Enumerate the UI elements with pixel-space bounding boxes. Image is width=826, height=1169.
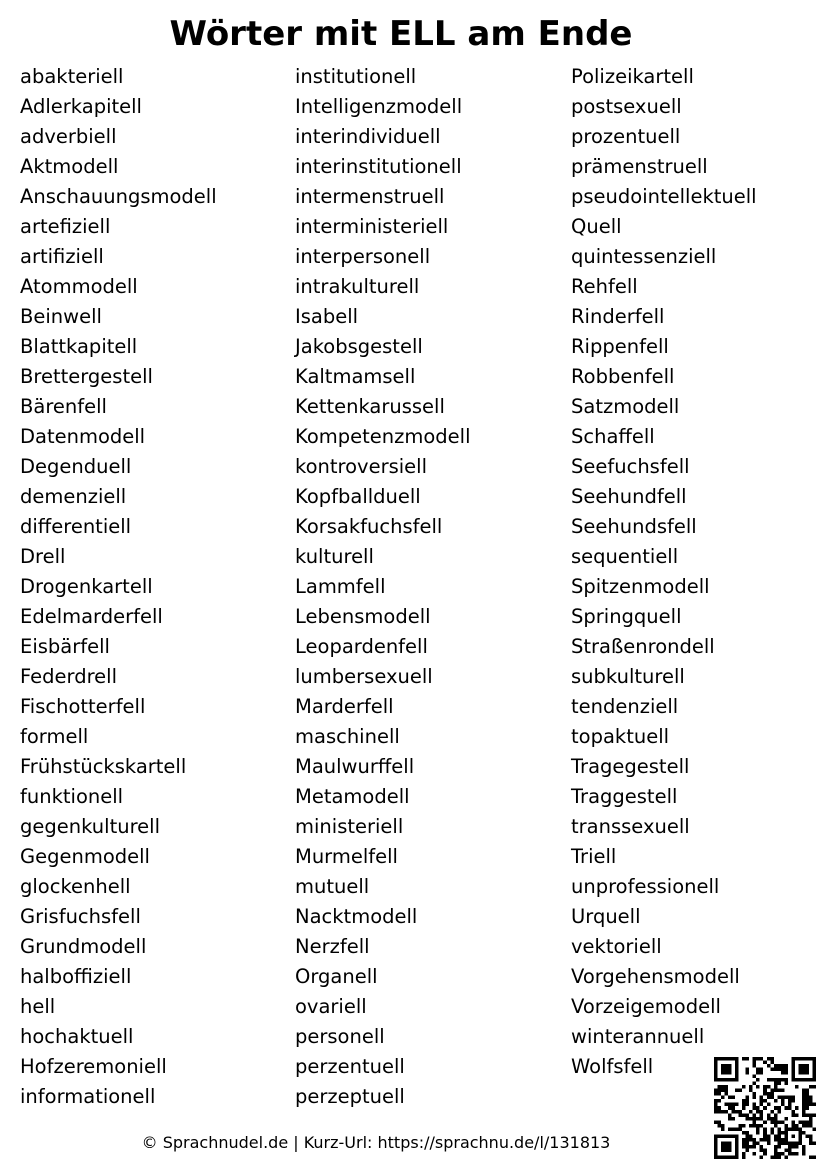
qr-code-icon xyxy=(714,1057,816,1159)
word-item: adverbiell xyxy=(20,125,117,148)
word-item: Bärenfell xyxy=(20,395,107,418)
word-item: mutuell xyxy=(295,875,370,898)
word-item: subkulturell xyxy=(571,665,685,688)
footer-credit: © Sprachnudel.de | Kurz-Url: https://sprachnu.de/l/131813 xyxy=(141,1133,611,1152)
word-item: Degenduell xyxy=(20,455,132,478)
word-item: institutionell xyxy=(295,65,417,88)
word-item: Anschauungsmodell xyxy=(20,185,217,208)
word-item: Vorzeigemodell xyxy=(571,995,721,1018)
word-item: Robbenfell xyxy=(571,365,675,388)
word-item: Rinderfell xyxy=(571,305,665,328)
word-item: Fischotterfell xyxy=(20,695,146,718)
word-item: intrakulturell xyxy=(295,275,420,298)
word-item: funktionell xyxy=(20,785,124,808)
word-item: Marderfell xyxy=(295,695,394,718)
word-item: Straßenrondell xyxy=(571,635,715,658)
word-item: gegenkulturell xyxy=(20,815,161,838)
word-item: Triell xyxy=(571,845,617,868)
word-item: pseudointellektuell xyxy=(571,185,757,208)
word-item: artefiziell xyxy=(20,215,111,238)
word-item: lumbersexuell xyxy=(295,665,433,688)
word-item: Drogenkartell xyxy=(20,575,153,598)
word-item: Metamodell xyxy=(295,785,410,808)
word-item: prämenstruell xyxy=(571,155,708,178)
word-item: postsexuell xyxy=(571,95,682,118)
word-item: intermenstruell xyxy=(295,185,445,208)
word-item: Grundmodell xyxy=(20,935,147,958)
word-item: Murmelfell xyxy=(295,845,398,868)
word-column-2 xyxy=(295,62,471,1112)
word-item: halboffiziell xyxy=(20,965,132,988)
word-item: Wolfsfell xyxy=(571,1055,654,1078)
word-item: Nacktmodell xyxy=(295,905,418,928)
word-item: abakteriell xyxy=(20,65,124,88)
word-item: Leopardenfell xyxy=(295,635,428,658)
word-item: perzeptuell xyxy=(295,1085,405,1108)
word-item: Vorgehensmodell xyxy=(571,965,740,988)
word-item: Kettenkarussell xyxy=(295,395,445,418)
word-item: Nerzfell xyxy=(295,935,370,958)
word-item: Traggestell xyxy=(571,785,678,808)
word-item: topaktuell xyxy=(571,725,670,748)
word-item: Grisfuchsfell xyxy=(20,905,141,928)
word-item: Intelligenzmodell xyxy=(295,95,463,118)
word-item: interindividuell xyxy=(295,125,441,148)
word-item: Urquell xyxy=(571,905,641,928)
word-item: Kompetenzmodell xyxy=(295,425,471,448)
word-item: perzentuell xyxy=(295,1055,405,1078)
word-item: differentiell xyxy=(20,515,132,538)
word-item: Kopfballduell xyxy=(295,485,421,508)
word-item: quintessenziell xyxy=(571,245,717,268)
word-item: Spitzenmodell xyxy=(571,575,710,598)
word-item: informationell xyxy=(20,1085,156,1108)
word-item: Korsakfuchsfell xyxy=(295,515,443,538)
word-item: Beinwell xyxy=(20,305,102,328)
word-item: Kaltmamsell xyxy=(295,365,416,388)
word-item: Quell xyxy=(571,215,622,238)
word-item: Schaffell xyxy=(571,425,655,448)
word-item: Datenmodell xyxy=(20,425,146,448)
word-item: interpersonell xyxy=(295,245,431,268)
word-item: personell xyxy=(295,1025,385,1048)
word-item: interministeriell xyxy=(295,215,449,238)
word-item: Seehundsfell xyxy=(571,515,697,538)
word-item: kontroversiell xyxy=(295,455,428,478)
word-item: transsexuell xyxy=(571,815,690,838)
word-item: vektoriell xyxy=(571,935,662,958)
word-item: Hofzeremoniell xyxy=(20,1055,167,1078)
word-item: hell xyxy=(20,995,56,1018)
word-item: Gegenmodell xyxy=(20,845,150,868)
word-item: artifiziell xyxy=(20,245,104,268)
word-item: Frühstückskartell xyxy=(20,755,187,778)
word-item: Seefuchsfell xyxy=(571,455,690,478)
word-item: maschinell xyxy=(295,725,400,748)
word-item: Rippenfell xyxy=(571,335,669,358)
word-item: Satzmodell xyxy=(571,395,680,418)
word-item: Drell xyxy=(20,545,66,568)
word-item: Tragegestell xyxy=(571,755,690,778)
word-column-3 xyxy=(571,62,757,1082)
word-item: Blattkapitell xyxy=(20,335,138,358)
word-item: interinstitutionell xyxy=(295,155,462,178)
word-item: Adlerkapitell xyxy=(20,95,142,118)
word-item: Rehfell xyxy=(571,275,638,298)
word-item: Jakobsgestell xyxy=(295,335,423,358)
word-item: Atommodell xyxy=(20,275,138,298)
word-item: Brettergestell xyxy=(20,365,153,388)
word-item: demenziell xyxy=(20,485,127,508)
word-item: tendenziell xyxy=(571,695,679,718)
word-item: Lammfell xyxy=(295,575,386,598)
word-item: Isabell xyxy=(295,305,359,328)
word-item: unprofessionell xyxy=(571,875,720,898)
word-item: sequentiell xyxy=(571,545,679,568)
page-title: Wörter mit ELL am Ende xyxy=(169,14,633,54)
word-item: ministeriell xyxy=(295,815,404,838)
word-item: Edelmarderfell xyxy=(20,605,163,628)
word-item: ovariell xyxy=(295,995,367,1018)
word-item: Polizeikartell xyxy=(571,65,694,88)
word-column-1 xyxy=(20,62,217,1112)
word-item: Aktmodell xyxy=(20,155,119,178)
word-item: formell xyxy=(20,725,89,748)
word-item: glockenhell xyxy=(20,875,131,898)
word-item: Springquell xyxy=(571,605,682,628)
word-item: Eisbärfell xyxy=(20,635,110,658)
word-item: prozentuell xyxy=(571,125,681,148)
word-item: Organell xyxy=(295,965,378,988)
word-item: hochaktuell xyxy=(20,1025,134,1048)
word-item: Lebensmodell xyxy=(295,605,431,628)
word-item: Seehundfell xyxy=(571,485,687,508)
word-item: winterannuell xyxy=(571,1025,705,1048)
word-item: kulturell xyxy=(295,545,374,568)
word-item: Federdrell xyxy=(20,665,117,688)
word-item: Maulwurffell xyxy=(295,755,415,778)
